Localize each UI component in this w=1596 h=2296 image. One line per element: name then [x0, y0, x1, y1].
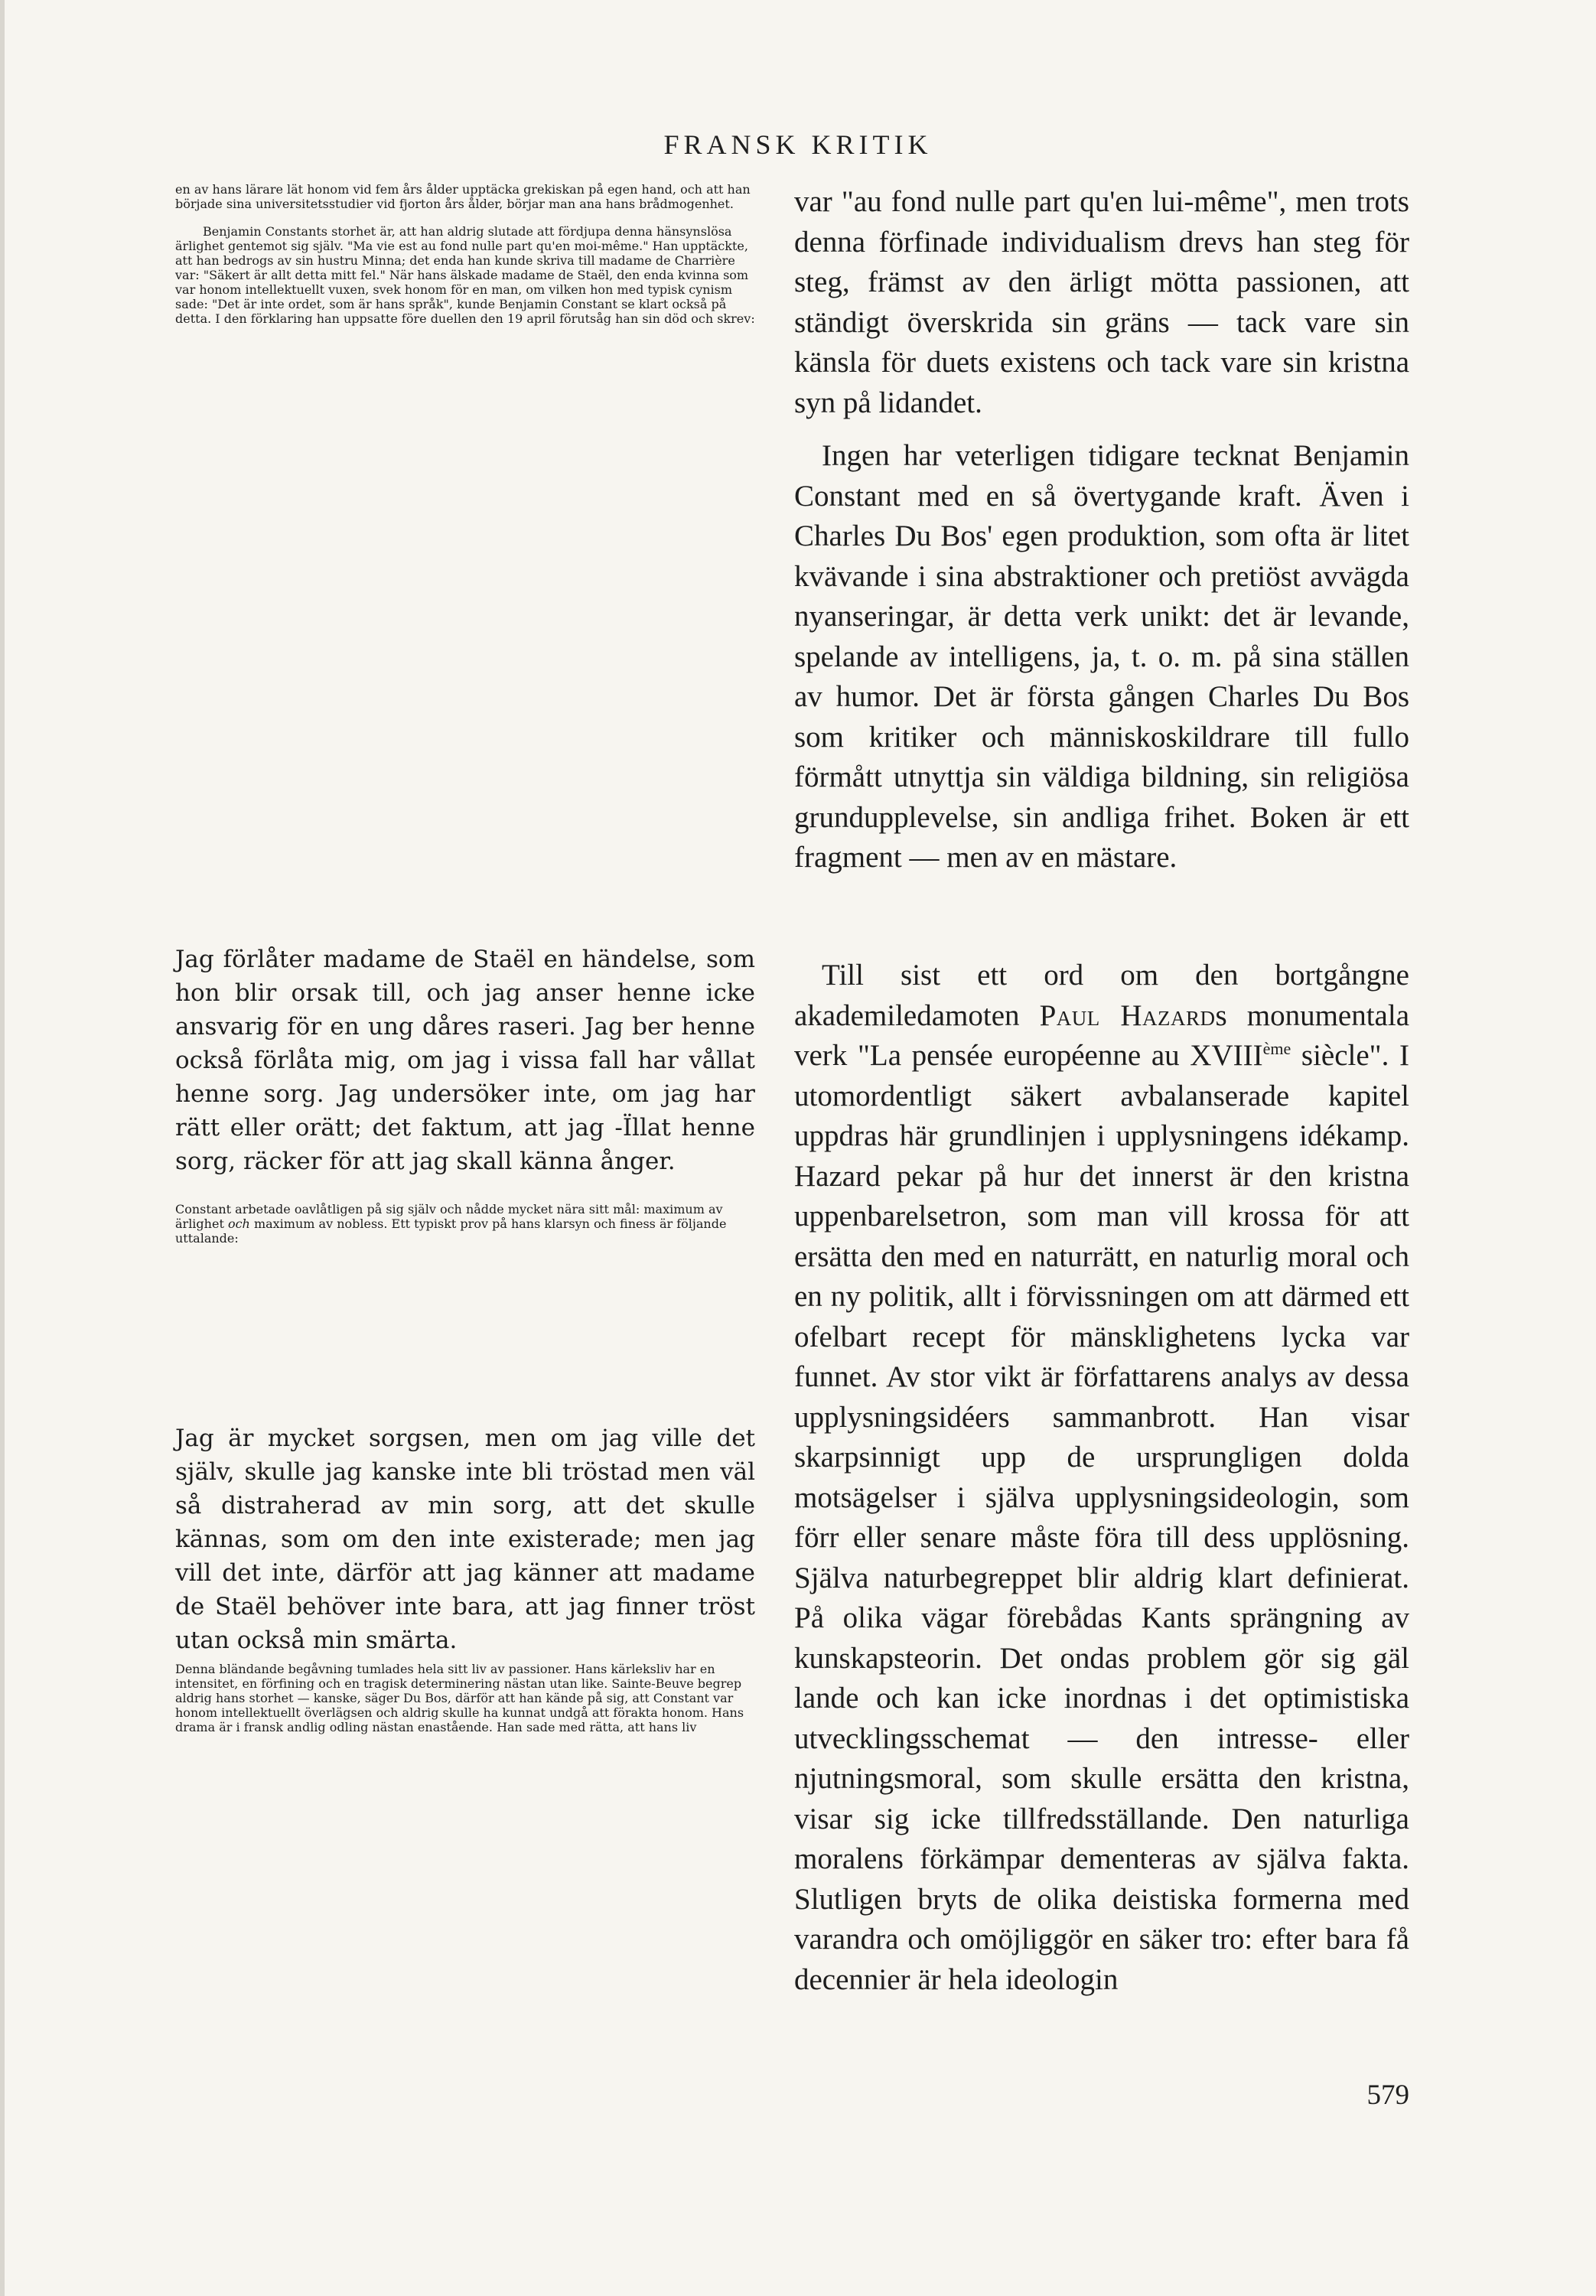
right-column-bottom: [794, 956, 1409, 2000]
page-number: 579: [1366, 2079, 1409, 2111]
left-column-bottom: [175, 1662, 755, 1734]
left-paragraph-3-start: Constant arbetade oavlåtligen på sig själv och nådde mycket nära sitt mål: maximum av ärlighet: [175, 1202, 723, 1231]
right-paragraph-3-start: Till sist ett ord om den bortgångne akademiledamoten: [794, 959, 1409, 1032]
left-paragraph-3-end: maximum av nobless. Ett typiskt prov på hans klarsyn och finess är följande uttalande:: [175, 1216, 727, 1246]
block-quote-2: [175, 1422, 755, 1657]
left-paragraph-2: Benjamin Constants storhet är, att han aldrig slutade att fördjupa denna hänsynslösa ärlighet gentemot sig själv. "Ma vie est au fond nulle part qu'en moi-même." Han upptäckte, att han bedrogs av sin hustru Minna; det enda han kunde skriva till madame de Charrière var: "Säkert är allt detta mitt fel." När hans älskade madame de Staël, den enda kvinna som var honom intellektuellt vuxen, svek honom för en man, om vilken hon med typisk cynism sade: "Det är inte ordet, som är hans språk", kunde Benjamin Constant se klart också på detta. I den förklaring han uppsatte före duellen den 19 april förutsåg han sin död och skrev:: [175, 224, 755, 326]
left-paragraph-4: Denna bländande begåvning tumlades hela sitt liv av passioner. Hans kärleksliv har en intensitet, en förfining och en tragisk determinering nästan utan like. Sainte-Beuve begrep aldrig hans storhet — kanske, säger Du Bos, därför att han kände på sig, att Constant var honom intellektuellt överlägsen och aldrig skulle ha kunnat undgå att förakta honom. Hans drama är i fransk andlig odling nästan enastående. Han sade med rätta, att hans liv: [175, 1662, 744, 1734]
running-header: FRANSK KRITIK: [663, 129, 933, 160]
author-name: Paul Hazard: [1039, 998, 1216, 1032]
right-paragraph-3-title: s monumentala verk "La pensée européenne au XVIII: [794, 998, 1410, 1072]
page-edge: [0, 0, 5, 2296]
left-paragraph-3: [175, 1202, 755, 1246]
block-quote-1: [175, 943, 755, 1178]
right-paragraph-3-rest: siècle". I utomordentligt säkert avbalanserade kapitel uppdras här grundlinjen i upplysningens idékamp. Hazard pekar på hur det innerst är den kristna uppenbarelsetron, som man vill krossa för att ersätta den med en naturrätt, en naturlig moral och en ny politik, allt i förvissningen om att därmed ett ofelbart recept för mänsklighetens lycka var funnet. Av stor vikt är författarens analys av dessa upplysningsidéers sammanbrott. Han visar skarpsinnigt upp de ursprungligen dolda motsägelser i själva upplysningsideologin, som förr eller senare måste föra till dess upplösning. Själva naturbegreppet blir aldrig klart definierat. På olika vägar förebådas Kants sprängning av kunskapsteorin. Det ondas problem gör sig gäl lande och kan icke inordnas i det optimistiska utvecklingsschemat — den intresse- eller njutningsmoral, som skulle ersätta den kristna, visar sig icke tillfredsställande. Den naturliga moralens förkämpar dementeras av själva fakta. Slutligen bryts de olika deistiska formerna med varandra och omöjliggör en säker tro: efter bara få decennier är hela ideologin: [794, 1039, 1410, 1996]
right-paragraph-3: [794, 956, 1409, 2000]
left-paragraph-1: en av hans lärare lät honom vid fem års ålder upptäcka grekiskan på egen hand, och att han började sina universitetsstudier vid fjorton års ålder, börjar man ana hans brådmogenhet.: [175, 182, 751, 211]
right-paragraph-2: Ingen har veterligen tidigare tecknat Benjamin Constant med en så övertygande kraft. Även i Charles Du Bos' egen produktion, som ofta är litet kvävande i sina abstraktioner och pretiöst avvägda nyanseringar, är detta verk unikt: det är levande, spelande av intelligens, ja, t. o. m. på sina ställen av humor. Det är första gången Charles Du Bos som kritiker och människoskildrare till fullo förmått utnyttja sin väldiga bildning, sin religiösa grundupplevelse, sin andliga frihet. Boken är ett fragment — men av en mästare.: [794, 439, 1409, 874]
quote-2-text: Jag är mycket sorgsen, men om jag ville det själv, skulle jag kanske inte bli tröstad men väl så distraherad av min sorg, att det skulle kännas, som om den inte existerade; men jag vill det inte, därför att jag känner att madame de Staël behöver inte bara, att jag finner tröst utan också min smärta.: [175, 1425, 755, 1654]
right-paragraph-1: var "au fond nulle part qu'en lui-même", men trots denna förfinade individualism drevs han steg för steg, främst av den ärligt mötta passionen, att ständigt överskrida sin gräns — tack vare sin känsla för duets existens och tack vare sin kristna syn på lidandet.: [794, 185, 1409, 419]
left-column-top: [175, 182, 755, 326]
left-paragraph-3-italic: och: [227, 1216, 250, 1231]
right-column-top: [794, 182, 1409, 878]
superscript-eme: ème: [1262, 1039, 1291, 1058]
left-column-middle: [175, 1202, 755, 1246]
quote-1-text: Jag förlåter madame de Staël en händelse, som hon blir orsak till, och jag anser henne icke ansvarig för en ung dåres raseri. Jag ber henne också förlåta mig, om jag i vissa fall har vållat henne sorg. Jag undersöker inte, om jag har rätt eller orätt; det faktum, att jag -Ïllat henne sorg, räcker för att jag skall känna ånger.: [175, 946, 755, 1175]
